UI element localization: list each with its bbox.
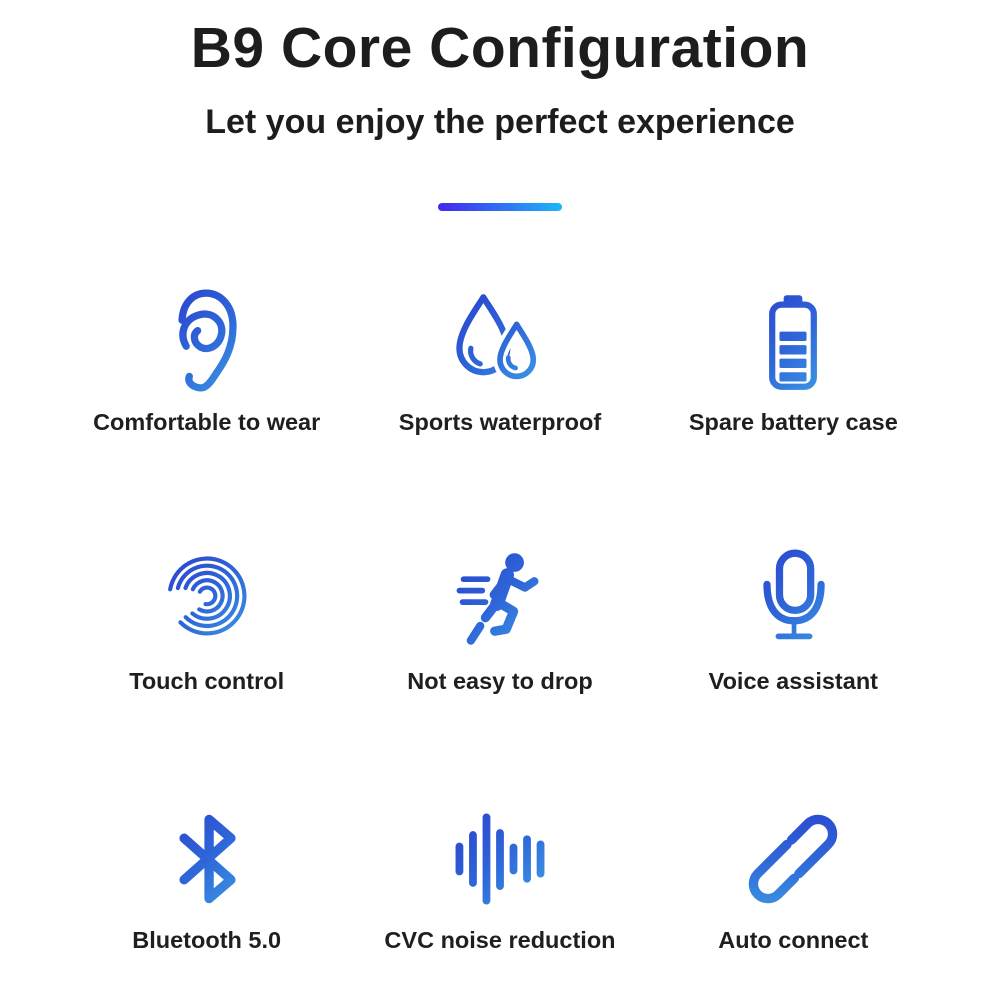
feature-label: Comfortable to wear: [93, 408, 321, 435]
equalizer-icon: [448, 807, 552, 911]
feature-item: [60, 807, 353, 954]
feature-item: [647, 548, 940, 695]
page-title: B9 Core Configuration: [190, 16, 810, 80]
feature-label: Not easy to drop: [407, 667, 593, 694]
divider-accent: [438, 203, 562, 211]
feature-item: [60, 289, 353, 436]
feature-grid: [60, 289, 940, 954]
waterdrops-icon: [448, 289, 552, 393]
feature-label: Spare battery case: [688, 408, 898, 435]
feature-item: [647, 807, 940, 954]
page-subtitle: Let you enjoy the perfect experience: [205, 102, 795, 141]
feature-label: Bluetooth 5.0: [132, 926, 282, 953]
ear-icon: [155, 289, 259, 393]
feature-item: [353, 289, 646, 436]
feature-item: [353, 548, 646, 695]
feature-item: [60, 548, 353, 695]
feature-label: Touch control: [129, 667, 285, 694]
runner-icon: [448, 548, 552, 652]
microphone-icon: [741, 548, 845, 652]
feature-item: [353, 807, 646, 954]
fingerprint-icon: [155, 548, 259, 652]
bluetooth-icon: [155, 807, 259, 911]
feature-label: Auto connect: [718, 926, 869, 953]
feature-item: [647, 289, 940, 436]
battery-icon: [741, 289, 845, 393]
feature-label: CVC noise reduction: [384, 926, 616, 953]
feature-label: Sports waterproof: [398, 408, 602, 435]
chain-link-icon: [741, 807, 845, 911]
feature-label: Voice assistant: [708, 667, 879, 694]
